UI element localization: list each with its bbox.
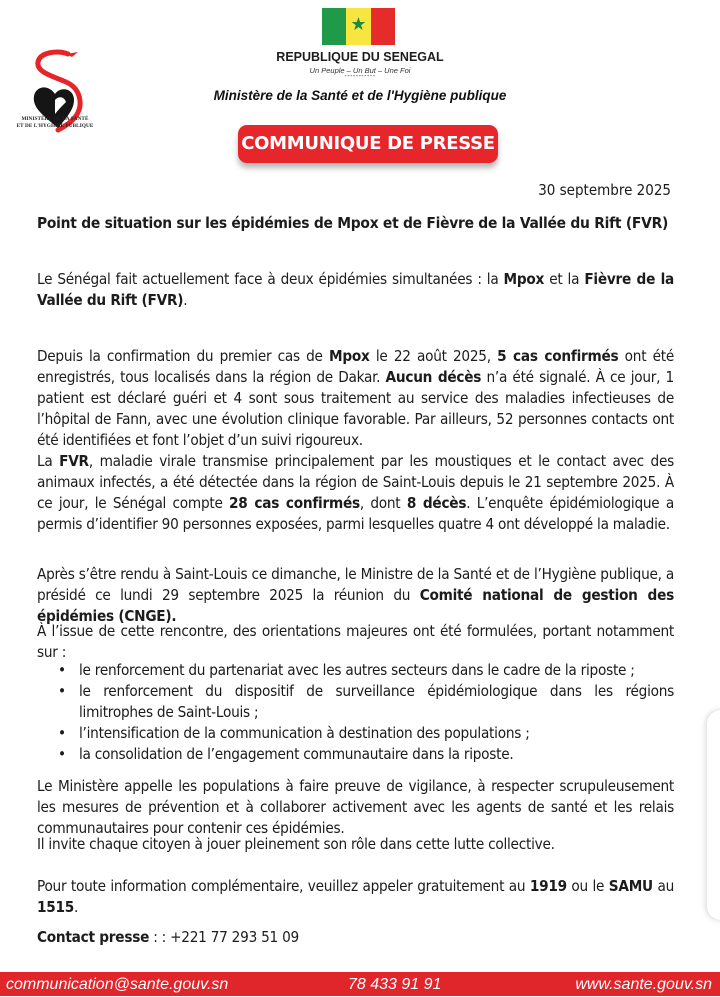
text: au [652, 877, 674, 895]
text: , maladie virale transmise principalement par les moustiques et le contact avec des animaux infectés, a été détectée dans la région de Saint-Louis depuis le 21 septembre 2025. À ce jour, le Sénégal compte [37, 452, 674, 512]
text: . [183, 291, 188, 309]
bold-text: 8 décès [406, 494, 467, 512]
paragraph-intro [37, 269, 674, 311]
text: Depuis la confirmation du premier cas de [37, 347, 329, 365]
text: Le Sénégal fait actuellement face à deux épidémies simultanées : la [37, 270, 504, 288]
press-contact [37, 927, 674, 948]
paragraph-orientations-intro: À l’issue de cette rencontre, des orientations majeures ont été formulées, portant notamment sur : [37, 622, 674, 661]
paragraph-call-to-vigilance: Le Ministère appelle les populations à faire preuve de vigilance, à respecter scrupuleusement les mesures de prévention et à collaborer activement avec les agents de santé et les relais communautaires pour contenir ces épidémies. [37, 777, 674, 837]
ministry-name: Ministère de la Santé et de l'Hygiène publique [213, 88, 507, 103]
paragraph-citizen-role: Il invite chaque citoyen à jouer pleinement son rôle dans cette lutte collective. [37, 835, 555, 853]
orientations-list [37, 660, 674, 765]
bold-text: Comité national de gestion des épidémies (CNGE). [37, 586, 674, 625]
list-item-text: la consolidation de l’engagement communautaire dans la riposte. [79, 745, 514, 763]
bold-text: Mpox [503, 270, 545, 288]
samu-number: 1515 [37, 898, 75, 916]
samu-label: SAMU [608, 877, 653, 895]
senegal-flag [322, 8, 395, 45]
list-item-text: le renforcement du partenariat avec les autres secteurs dans le cadre de la riposte ; [79, 661, 635, 679]
paragraph-fvr [37, 451, 674, 535]
text: La [37, 452, 60, 470]
text: , dont [359, 494, 407, 512]
hotline-number: 1919 [529, 877, 567, 895]
press-contact-label: Contact presse [37, 928, 150, 946]
text: ou le [566, 877, 609, 895]
header-separator: ----------- [344, 73, 376, 80]
bold-text: Aucun décès [385, 368, 482, 386]
bullet-icon: • [58, 745, 66, 763]
logo-caption-line1: MINISTÈRE DE LA SANTÉ [21, 116, 89, 122]
flag-yellow-band [346, 8, 370, 45]
bold-text: FVR [59, 452, 89, 470]
list-item [37, 744, 674, 765]
text: Après s’être rendu à Saint-Louis ce dimanche, le Ministre de la Santé et de l’Hygiène publique, a présidé ce lundi 29 septembre 2025 la réunion du [37, 565, 674, 604]
star-icon: ★ [350, 14, 367, 35]
text: Pour toute information complémentaire, veuillez appeler gratuitement au [37, 877, 530, 895]
bullet-icon: • [58, 682, 66, 700]
paragraph-hotlines [37, 876, 674, 918]
text: n’a été signalé. À ce jour, 1 patient est déclaré guéri et 4 sont sous traitement au service des maladies infectieuses de l’hôpital de Fann, avec une évolution clinique favorable. Par ailleurs, 52 personnes contacts ont été identifiées et font l’objet d’un suivi rigoureux. [37, 368, 675, 449]
document-title: Point de situation sur les épidémies de Mpox et de Fièvre de la Vallée du Rift (FVR) [37, 214, 669, 232]
footer-bar [0, 972, 720, 996]
text: ont été enregistrés, tous localisés dans la région de Dakar. [37, 347, 674, 386]
logo-caption-line2: ET DE L'HYGIÈNE PUBLIQUE [16, 123, 94, 129]
bullet-icon: • [58, 724, 66, 742]
list-item [37, 723, 674, 744]
bold-text: 5 cas confirmés [497, 347, 619, 365]
text: . [74, 898, 79, 916]
list-item [37, 660, 674, 681]
footer-website-link[interactable]: www.sante.gouv.sn [575, 976, 712, 993]
text: . L’enquête épidémiologique a permis d’identifier 90 personnes exposées, parmi lesquelles quatre 4 ont développé la maladie. [37, 494, 674, 533]
flag-red-band [371, 8, 395, 45]
bold-text: Mpox [328, 347, 370, 365]
side-panel-edge[interactable] [707, 710, 720, 920]
bullet-icon: • [58, 661, 66, 679]
list-item-text: le renforcement du dispositif de surveillance épidémiologique dans les régions limitrophes de Saint-Louis ; [79, 682, 674, 721]
footer-email-link[interactable]: communication@sante.gouv.sn [6, 976, 229, 993]
bold-text: 28 cas confirmés [229, 494, 360, 512]
flag-green-band [322, 8, 346, 45]
bold-text: Fièvre de la Vallée du Rift (FVR) [37, 270, 674, 309]
press-release-banner: COMMUNIQUE DE PRESSE [238, 125, 498, 163]
list-item [37, 681, 674, 723]
text: le 22 août 2025, [369, 347, 498, 365]
paragraph-cnge-meeting [37, 564, 674, 627]
press-contact-phone: : : +221 77 293 51 09 [149, 928, 299, 946]
list-item-text: l’intensification de la communication à destination des populations ; [79, 724, 530, 742]
footer-phone: 78 433 91 91 [348, 976, 442, 993]
country-name: REPUBLIQUE DU SENEGAL [276, 50, 444, 64]
logo-caption [12, 116, 98, 130]
national-motto: Un Peuple – Un But – Une Foi [309, 66, 411, 75]
paragraph-mpox [37, 346, 674, 451]
release-date: 30 septembre 2025 [538, 181, 671, 199]
text: et la [544, 270, 585, 288]
